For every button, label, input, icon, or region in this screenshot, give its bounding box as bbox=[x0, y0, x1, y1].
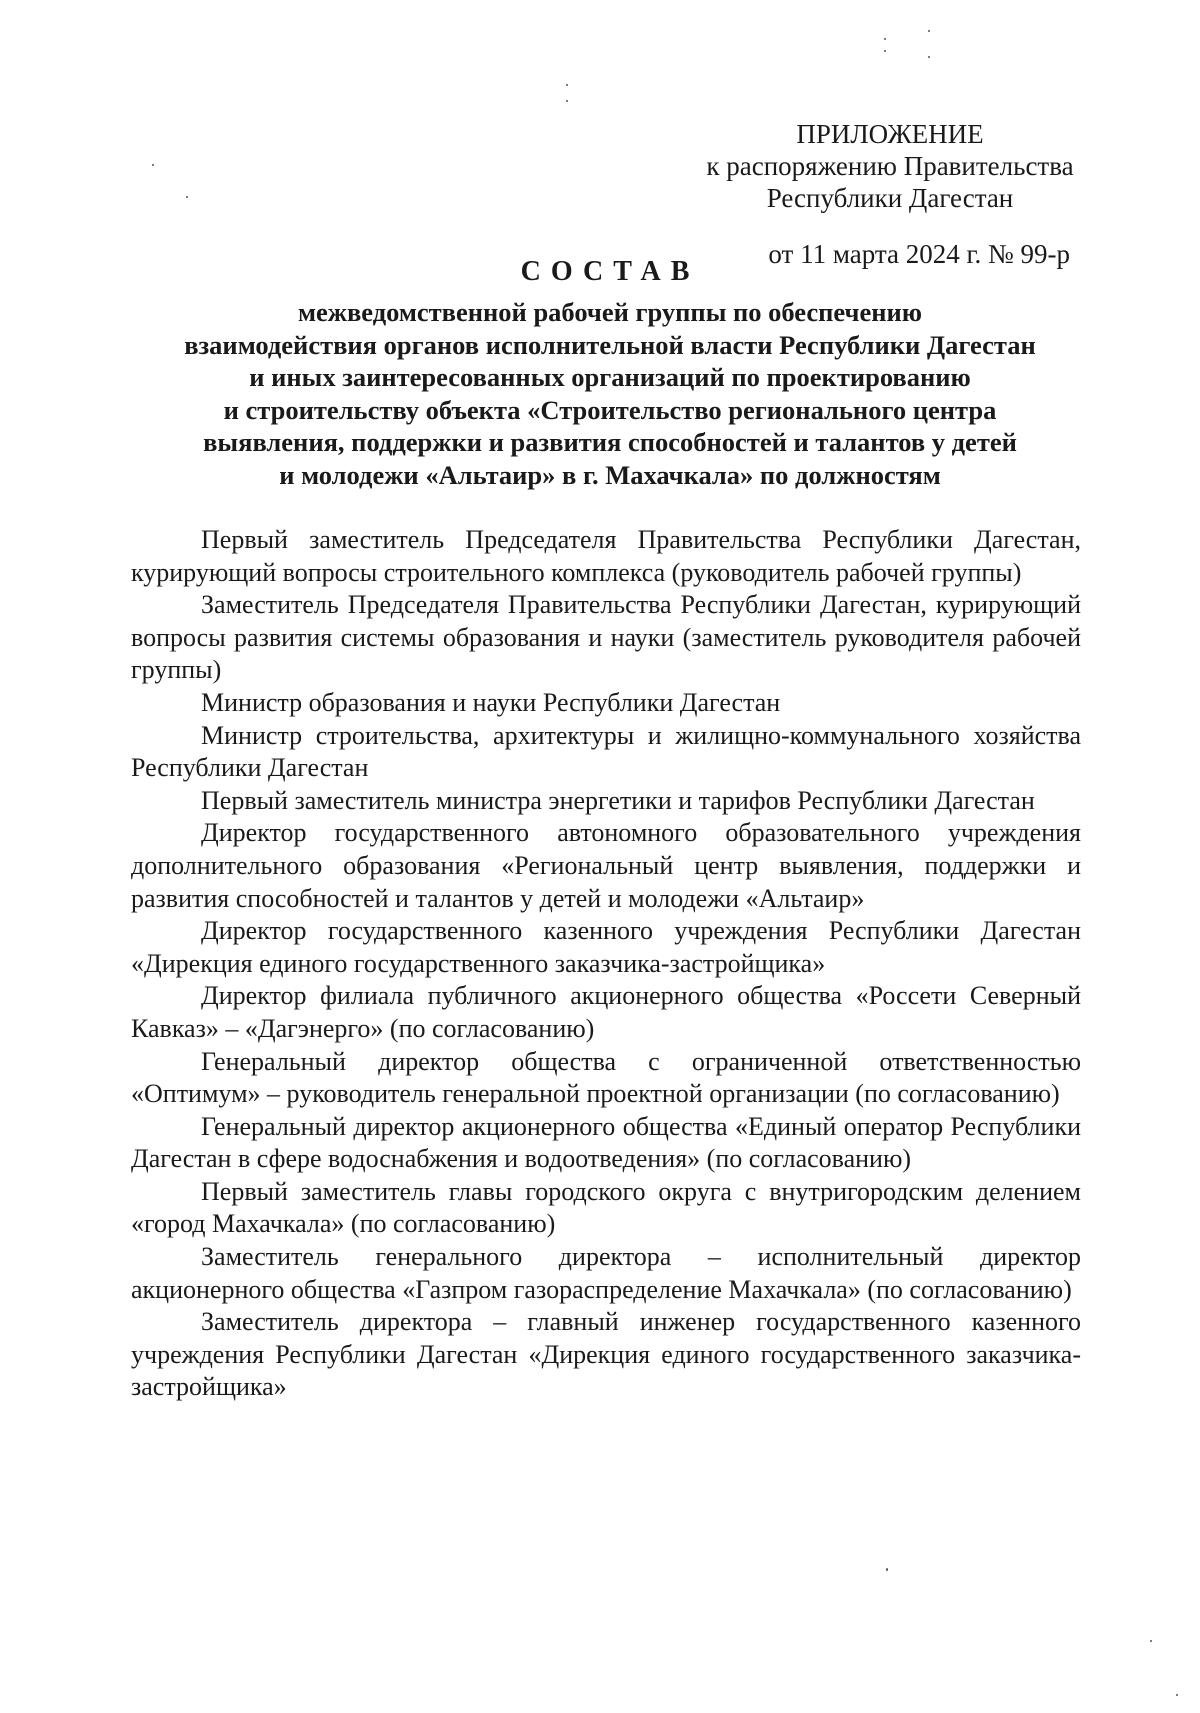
member-position: Первый заместитель Председателя Правительства Республики Дагестан, курирующий вопросы строительного комплекса (руководитель рабочей группы) bbox=[131, 525, 1081, 587]
subtitle-line: и строительству объекта «Строительство регионального центра bbox=[223, 394, 997, 425]
member-position: Директор государственного казенного учреждения Республики Дагестан «Дирекция единого государственного заказчика-застройщика» bbox=[131, 916, 1081, 978]
members-list bbox=[131, 524, 1081, 1404]
subtitle-line: взаимодействия органов исполнительной власти Республики Дагестан bbox=[184, 329, 1036, 360]
member-position: Первый заместитель министра энергетики и тарифов Республики Дагестан bbox=[201, 785, 1035, 815]
member-position: Генеральный директор акционерного общества «Единый оператор Республики Дагестан в сфере водоснабжения и водоотведения» (по согласованию) bbox=[131, 1111, 1081, 1174]
member-position: Первый заместитель главы городского округа с внутригородским делением «город Махачкала» (по согласованию) bbox=[131, 1176, 1081, 1239]
appendix-line-1: к распоряжению Правительства bbox=[706, 151, 1074, 181]
document-title: СОСТАВ bbox=[520, 256, 700, 287]
subtitle-line: межведомственной рабочей группы по обеспечению bbox=[297, 297, 923, 327]
member-position: Министр строительства, архитектуры и жилищно-коммунального хозяйства Республики Дагестан bbox=[131, 720, 1081, 783]
subtitle-line: и иных заинтересованных организаций по проектированию bbox=[249, 362, 971, 392]
member-position: Заместитель генерального директора – исполнительный директор акционерного общества «Газпром газораспределение Махачкала» (по согласованию) bbox=[131, 1242, 1081, 1304]
subtitle-line: и молодежи «Альтаир» в г. Махачкала» по должностям bbox=[279, 459, 941, 490]
appendix-line-2: Республики Дагестан bbox=[766, 183, 1014, 213]
approval-block bbox=[680, 118, 1100, 270]
subtitle-line: выявления, поддержки и развития способностей и талантов у детей bbox=[203, 427, 1017, 457]
appendix-date: от 11 марта 2024 г. № 99-р bbox=[768, 239, 1070, 269]
member-position: Заместитель директора – главный инженер государственного казенного учреждения Республики Дагестан «Дирекция единого государственного заказчика-застройщика» bbox=[131, 1307, 1081, 1402]
appendix-heading: ПРИЛОЖЕНИЕ bbox=[796, 119, 984, 149]
member-position: Генеральный директор общества с ограниченной ответственностью «Оптимум» – руководитель генеральной проектной организации (по согласованию) bbox=[131, 1046, 1081, 1109]
member-position: Директор государственного автономного образовательного учреждения дополнительного образования «Региональный центр выявления, поддержки и развития способностей и талантов у детей и молодежи «Альтаир» bbox=[131, 818, 1081, 913]
member-position: Министр образования и науки Республики Дагестан bbox=[201, 687, 781, 717]
member-position: Директор филиала публичного акционерного общества «Россети Северный Кавказ» – «Дагэнерго» (по согласованию) bbox=[131, 981, 1081, 1043]
document-subtitle bbox=[130, 296, 1090, 491]
member-position: Заместитель Председателя Правительства Республики Дагестан, курирующий вопросы развития системы образования и науки (заместитель руководителя рабочей группы) bbox=[131, 590, 1081, 685]
